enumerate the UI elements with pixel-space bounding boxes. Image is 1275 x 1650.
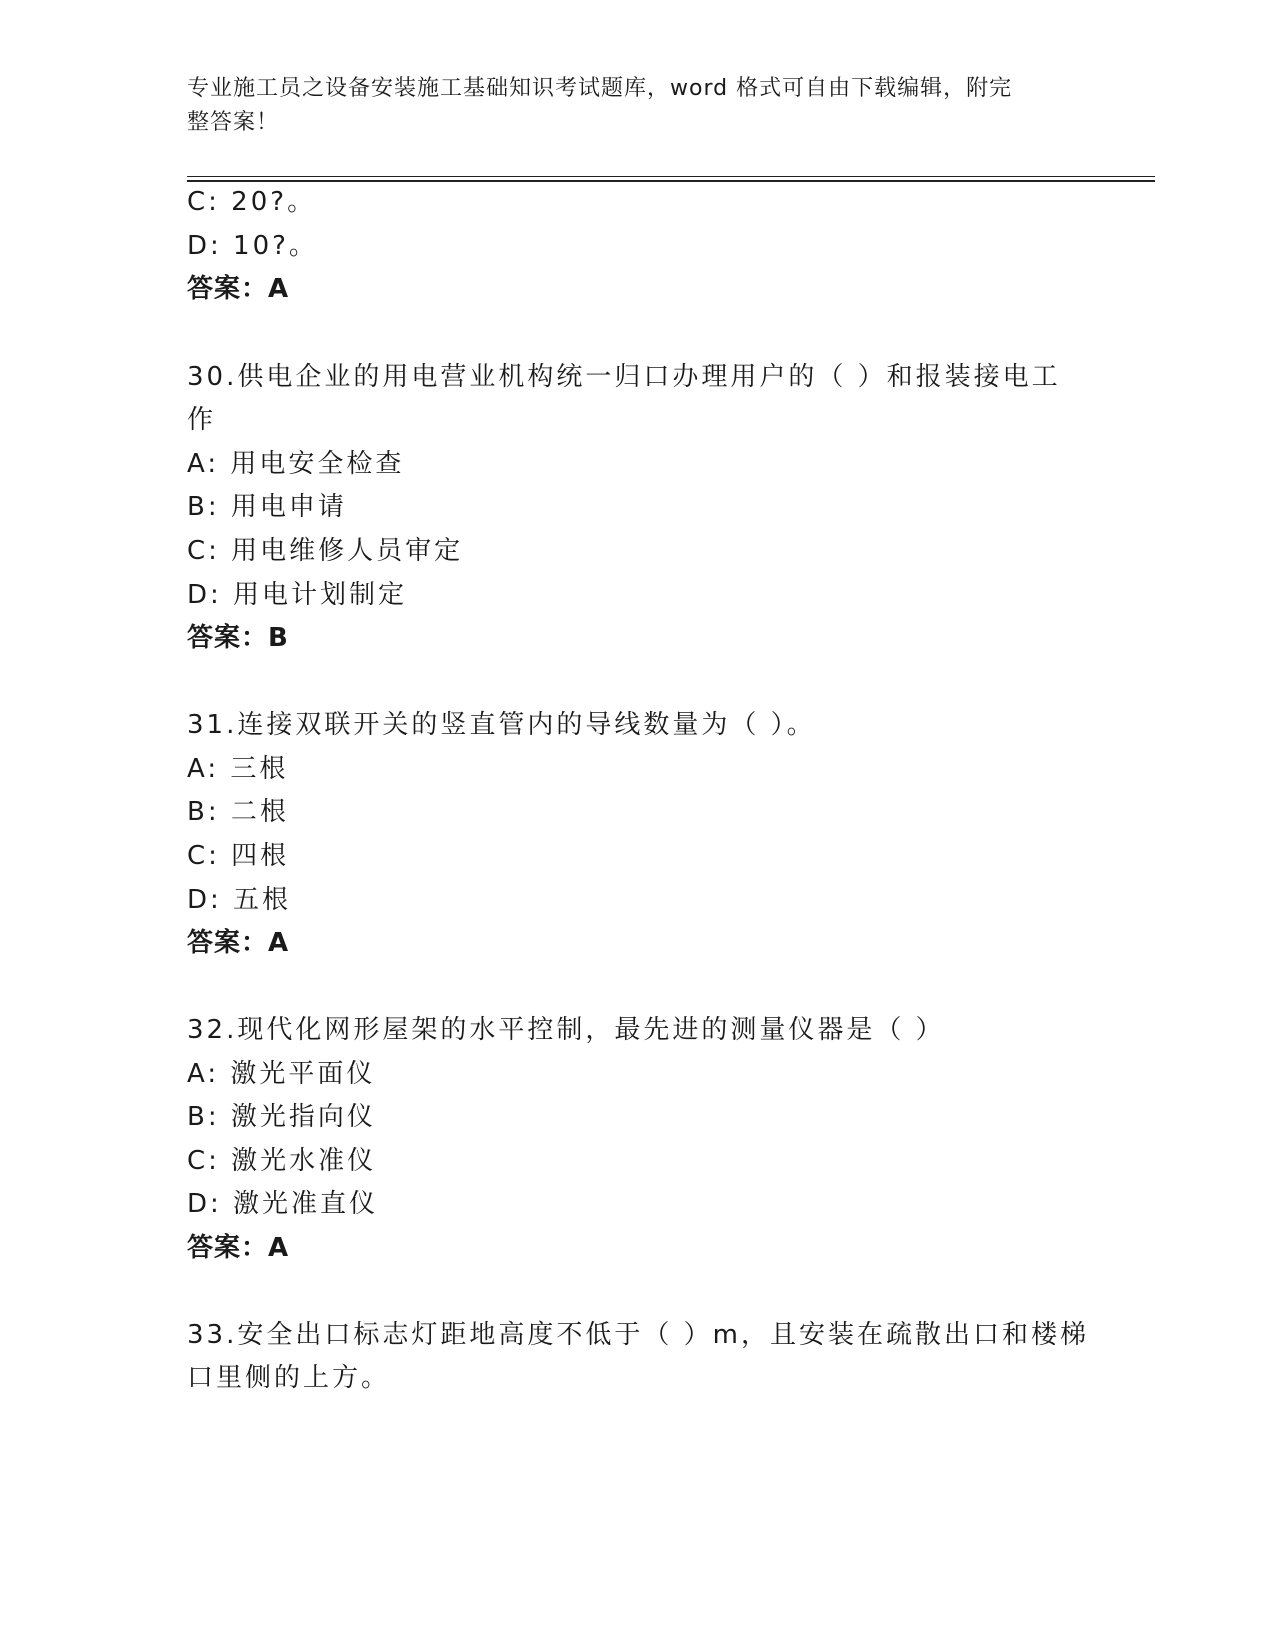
- q32-option-d: D: 激光准直仪: [187, 1189, 379, 1219]
- q30-option-b: B: 用电申请: [187, 492, 347, 522]
- q30-stem-line-2: 作: [187, 405, 217, 435]
- q31-option-c: C: 四根: [187, 841, 290, 871]
- header-line-1: 专业施工员之设备安装施工基础知识考试题库，word 格式可自由下载编辑，附完: [187, 76, 1013, 101]
- q33-stem-line-1: 33.安全出口标志灯距地高度不低于（ ）m，且安装在疏散出口和楼梯: [187, 1320, 1089, 1350]
- q30-option-c: C: 用电维修人员审定: [187, 536, 464, 566]
- q29-option-c: C: 20?。: [187, 187, 317, 217]
- q30-option-a: A: 用电安全检查: [187, 449, 405, 479]
- q32-option-a: A: 激光平面仪: [187, 1059, 376, 1089]
- header-divider-thin: [187, 176, 1155, 177]
- header-line-2: 整答案！: [187, 110, 280, 135]
- q32-option-b: B: 激光指向仪: [187, 1102, 376, 1132]
- q32-option-c: C: 激光水准仪: [187, 1146, 377, 1176]
- q30-stem-line-1: 30.供电企业的用电营业机构统一归口办理用户的（ ）和报装接电工: [187, 362, 1061, 392]
- header-divider-thick: [187, 180, 1155, 182]
- document-header: [187, 72, 1067, 140]
- q32-stem: 32.现代化网形屋架的水平控制，最先进的测量仪器是（ ）: [187, 1015, 945, 1045]
- q33-stem-line-2: 口里侧的上方。: [187, 1363, 391, 1393]
- q30-answer: 答案：B: [187, 623, 289, 653]
- q29-option-d: D: 10?。: [187, 231, 318, 261]
- q31-option-b: B: 二根: [187, 797, 289, 827]
- q30-option-d: D: 用电计划制定: [187, 580, 408, 610]
- q31-answer: 答案：A: [187, 928, 290, 958]
- q31-option-d: D: 五根: [187, 885, 292, 915]
- q31-stem: 31.连接双联开关的竖直管内的导线数量为（ ）。: [187, 710, 816, 740]
- q32-answer: 答案：A: [187, 1233, 290, 1263]
- q31-option-a: A: 三根: [187, 754, 289, 784]
- q29-answer: 答案：A: [187, 274, 290, 304]
